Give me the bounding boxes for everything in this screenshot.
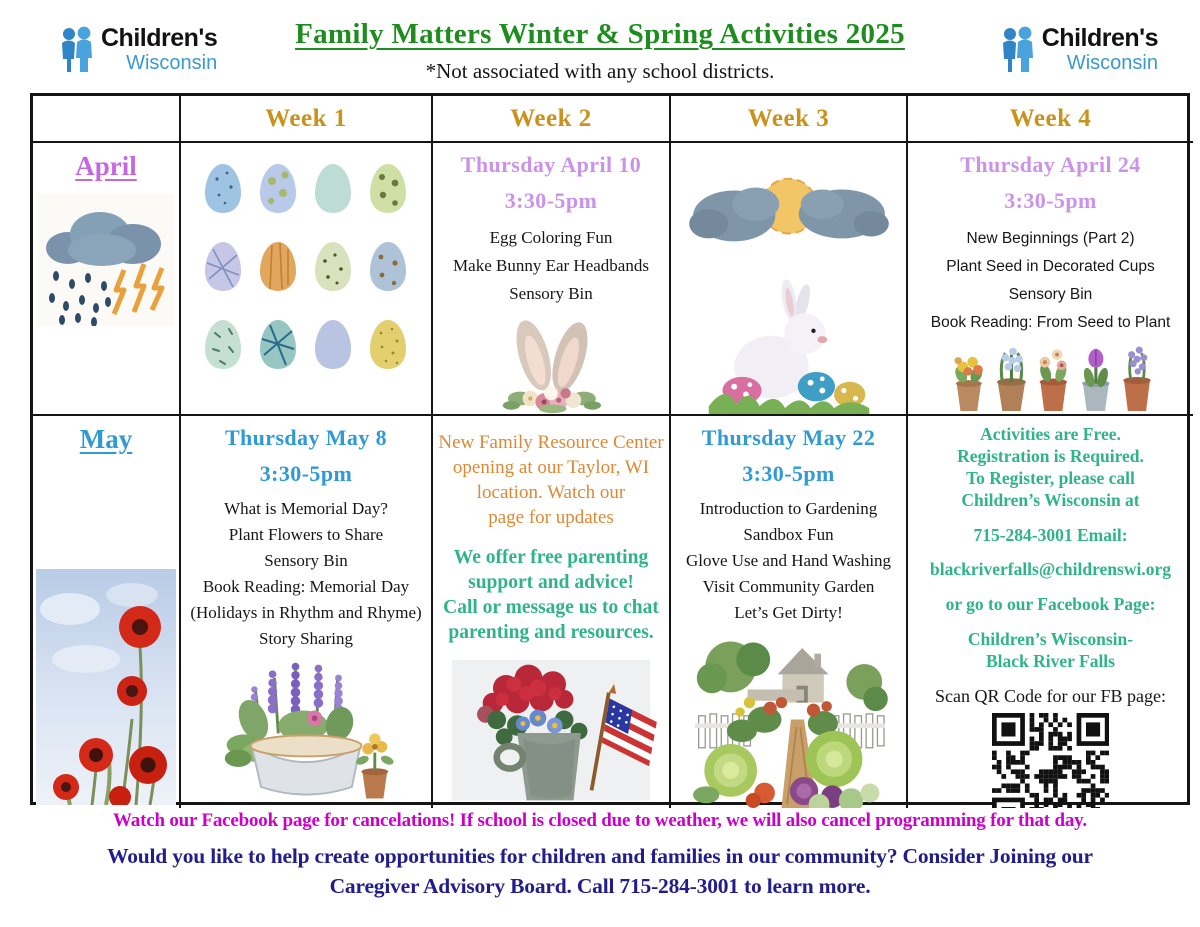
community-garden-illustration [685,633,893,808]
april-week2-cell [433,143,671,416]
activity-line: Let’s Get Dirty! [734,603,843,622]
may-week3-cell [671,416,908,808]
advisory-line: Caregiver Advisory Board. Call 715-284-3001 to learn more. [329,874,871,899]
bunny-easter-eggs-illustration [705,277,873,414]
qr-code [992,713,1110,808]
lavender-planter-illustration [207,657,405,808]
flower-bucket-flag-illustration [445,660,657,808]
activity-line: Book Reading: From Seed to Plant [930,314,1171,331]
sun-behind-clouds-illustration [685,165,893,259]
april-week2-date: Thursday April 10 [460,152,642,177]
poppies-illustration [36,569,176,805]
parenting-support-text [443,546,659,646]
activity-line: (Holidays in Rhythm and Rhyme) [190,603,422,622]
activity-line: Plant Seed in Decorated Cups [946,258,1155,275]
april-label-cell [33,143,181,416]
advisory-board-invite [0,841,1200,901]
april-week4-time: 3:30-5pm [1004,188,1097,213]
register-line: Registration is Required. [957,445,1144,466]
activity-line: Plant Flowers to Share [228,525,384,544]
register-line: To Register, please call [966,467,1135,488]
support-line: We offer free parenting [453,547,649,569]
qr-caption: Scan QR Code for our FB page: [935,685,1166,706]
register-line: Activities are Free. [980,424,1121,444]
page-subtitle: *Not associated with any school districts. [425,59,775,83]
facebook-page-name: Children’s Wisconsin- [967,629,1134,650]
support-line: Call or message us to chat [443,597,659,619]
week-1-header: Week 1 [181,96,433,143]
activity-line: Sandbox Fun [743,525,834,544]
april-week4-activities [931,220,1171,342]
children-figures-icon [999,26,1037,76]
footer [0,810,1200,901]
april-week1-cell [181,143,433,416]
registration-info [930,424,1171,673]
activity-line: Introduction to Gardening [699,499,878,518]
april-week4-cell [908,143,1193,416]
advisory-line: Would you like to help create opportunities for children and families in our community? Consider Joining our [107,844,1093,868]
may-week1-cell [181,416,433,808]
activity-line: Story Sharing [259,629,353,648]
may-week3-date: Thursday May 22 [701,425,876,450]
may-week2-cell [433,416,671,808]
logo-name: Children's [1041,24,1158,52]
activity-line: Egg Coloring Fun [489,228,613,247]
notice-line: New Family Resource Center [438,432,664,453]
activity-line: New Beginnings (Part 2) [966,230,1135,247]
activity-calendar [30,93,1190,805]
page-title: Family Matters Winter & Spring Activities 2025 [295,18,905,50]
week-3-header: Week 3 [671,96,908,143]
rain-cloud-lightning-illustration [38,194,174,326]
april-week2-time: 3:30-5pm [504,188,598,213]
week-4-header: Week 4 [908,96,1193,143]
facebook-page-name: Black River Falls [986,651,1115,671]
bunny-ears-flowers-illustration [465,314,637,414]
month-label-april: April [75,151,137,181]
logo-region: Wisconsin [126,52,218,74]
logo-name: Children's [101,24,218,52]
may-label-cell [33,416,181,808]
month-label-may: May [79,424,133,454]
april-week4-date: Thursday April 24 [960,152,1141,177]
notice-line: page for updates [488,507,614,529]
logo-right [999,26,1158,76]
week-2-header: Week 2 [433,96,671,143]
notice-line: opening at our Taylor, WI [452,457,650,479]
register-line: Children’s Wisconsin at [961,489,1140,510]
logo-region: Wisconsin [1066,52,1158,74]
notice-line: location. Watch our [476,482,626,504]
corner-cell [33,96,181,143]
activity-line: Visit Community Garden [702,577,875,596]
header [0,10,1200,92]
activity-line: What is Memorial Day? [224,499,388,518]
resource-center-notice [438,430,663,530]
activity-line: Glove Use and Hand Washing [685,551,892,570]
activity-line: Sensory Bin [509,284,593,303]
activity-line: Sensory Bin [1008,286,1093,303]
potted-flowers-illustration [915,344,1187,414]
may-week3-activities [686,493,891,629]
facebook-prompt: or go to our Facebook Page: [945,594,1156,615]
activity-line: Sensory Bin [264,551,348,570]
easter-eggs-grid-illustration [191,157,421,401]
may-week1-time: 3:30-5pm [259,461,353,486]
children-figures-icon [58,26,96,76]
support-line: parenting and resources. [448,622,654,644]
cancellation-notice: Watch our Facebook page for cancelations! If school is closed due to weather, we will also cancel programming for that day. [113,810,1087,831]
april-week2-activities [453,220,649,312]
support-line: support and advice! [468,572,634,594]
email-address: blackriverfalls@childrenswi.org [929,559,1171,580]
phone-email-line: 715-284-3001 Email: [973,524,1128,545]
activity-line: Make Bunny Ear Headbands [453,256,649,275]
activity-line: Book Reading: Memorial Day [202,577,410,596]
may-week4-cell [908,416,1193,808]
may-week1-date: Thursday May 8 [224,425,388,450]
may-week3-time: 3:30-5pm [742,461,835,486]
logo-left [58,26,217,76]
may-week1-activities [190,493,421,655]
april-week3-cell [671,143,908,416]
